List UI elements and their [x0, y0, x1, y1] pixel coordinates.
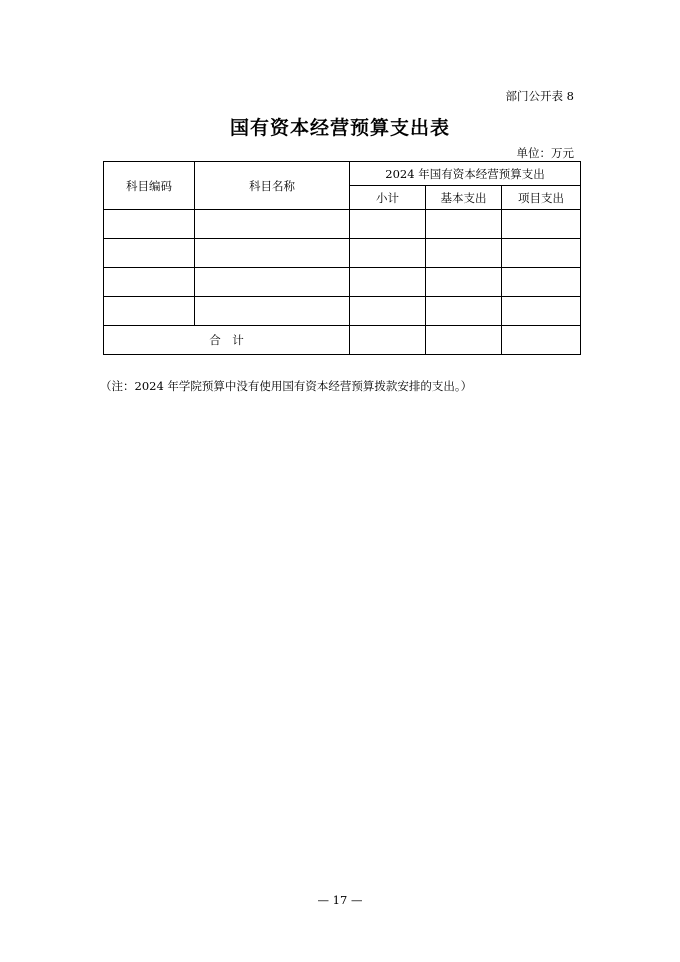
table-row	[104, 210, 581, 239]
page-ref: 部门公开表 8	[505, 89, 574, 103]
table-row	[104, 239, 581, 268]
table-cell	[502, 239, 581, 268]
table-cell	[426, 268, 502, 297]
table-note: （注：2024 年学院预算中没有使用国有资本经营预算拨款安排的支出。）	[100, 379, 473, 393]
table-cell	[350, 210, 426, 239]
header-basic-expense: 基本支出	[426, 186, 502, 210]
table-cell	[195, 268, 350, 297]
header-code: 科目编码	[104, 162, 195, 210]
table-cell	[104, 210, 195, 239]
table-cell	[502, 268, 581, 297]
page-title: 国有资本经营预算支出表	[229, 117, 450, 139]
table-cell	[195, 297, 350, 326]
table-cell	[350, 268, 426, 297]
table-cell	[104, 268, 195, 297]
table-cell	[502, 210, 581, 239]
total-row	[104, 326, 581, 355]
table-cell	[502, 297, 581, 326]
table-cell	[426, 210, 502, 239]
table-cell	[350, 239, 426, 268]
table-row	[104, 268, 581, 297]
header-subtotal: 小计	[350, 186, 426, 210]
table-cell	[426, 297, 502, 326]
table-cell	[426, 239, 502, 268]
total-label: 合 计	[104, 326, 350, 355]
table-cell	[195, 239, 350, 268]
total-cell	[426, 326, 502, 355]
table-cell	[350, 297, 426, 326]
page-number: — 17 —	[317, 893, 363, 907]
header-project-expense: 项目支出	[502, 186, 581, 210]
header-group: 2024 年国有资本经营预算支出	[350, 162, 581, 186]
table-cell	[104, 297, 195, 326]
header-name: 科目名称	[195, 162, 350, 210]
unit-label: 单位：万元	[516, 146, 574, 160]
table-cell	[195, 210, 350, 239]
total-cell	[502, 326, 581, 355]
budget-table	[103, 161, 581, 355]
total-cell	[350, 326, 426, 355]
table-cell	[104, 239, 195, 268]
table-row	[104, 297, 581, 326]
